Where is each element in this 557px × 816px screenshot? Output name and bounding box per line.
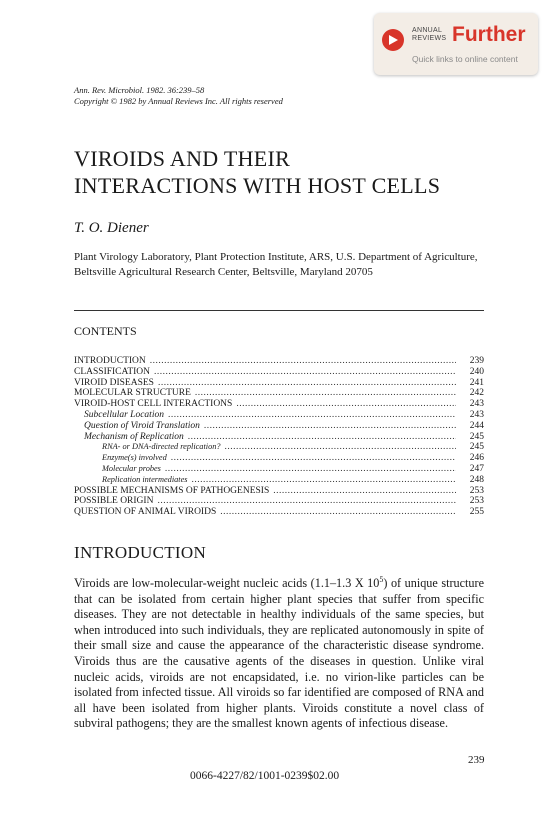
toc-entry[interactable] xyxy=(74,507,484,518)
toc-entry-label: Molecular probes xyxy=(102,463,161,473)
toc-entry-label: VIROID DISEASES xyxy=(74,377,154,388)
toc-entry-label: INTRODUCTION xyxy=(74,356,146,366)
toc-entry-label: VIROID-HOST CELL INTERACTIONS xyxy=(74,399,233,410)
toc-leader-dots xyxy=(158,378,456,389)
introduction-paragraph xyxy=(74,572,484,732)
toc-leader-dots xyxy=(225,442,456,453)
article-title xyxy=(74,145,440,199)
toc-entry[interactable] xyxy=(74,496,484,507)
toc-entry-page: 245 xyxy=(469,431,484,442)
annual-reviews-logo-icon xyxy=(382,29,404,51)
toc-entry[interactable] xyxy=(74,399,484,410)
toc-entry[interactable] xyxy=(74,486,484,497)
toc-entry-label: Question of Viroid Translation xyxy=(84,420,200,431)
toc-leader-dots xyxy=(168,410,456,421)
section-divider xyxy=(74,310,484,311)
toc-entry[interactable] xyxy=(74,388,484,399)
toc-entry[interactable] xyxy=(74,421,484,432)
journal-copyright: Copyright © 1982 by Annual Reviews Inc. All rights reserved xyxy=(74,96,283,106)
toc-entry[interactable] xyxy=(74,367,484,378)
toc-entry-page: 242 xyxy=(469,388,484,399)
table-of-contents xyxy=(74,356,484,518)
toc-leader-dots xyxy=(154,367,456,378)
toc-entry[interactable] xyxy=(74,453,484,464)
page-number: 239 xyxy=(468,754,485,766)
intro-superscript: 5 xyxy=(379,575,384,584)
journal-citation: Ann. Rev. Microbiol. 1982. 36:239–58 xyxy=(74,85,205,95)
toc-leader-dots xyxy=(195,388,456,399)
toc-entry-label: RNA- or DNA-directed replication? xyxy=(102,442,221,452)
toc-leader-dots xyxy=(192,475,457,486)
toc-entry[interactable] xyxy=(74,475,484,486)
toc-leader-dots xyxy=(220,507,456,518)
article-title-line-2: INTERACTIONS WITH HOST CELLS xyxy=(74,173,441,198)
toc-entry-page: 253 xyxy=(469,496,484,507)
toc-entry-page: 246 xyxy=(469,453,484,464)
intro-text-start: Viroids are low-molecular-weight nucleic acids (1.1–1.3 X 10 xyxy=(74,576,380,591)
toc-entry-page: 247 xyxy=(469,463,484,474)
toc-entry-page: 243 xyxy=(469,409,484,420)
toc-leader-dots xyxy=(171,453,456,464)
toc-entry-page: 248 xyxy=(469,474,484,485)
badge-further-text: Further xyxy=(452,23,526,46)
toc-entry[interactable] xyxy=(74,432,484,443)
toc-entry[interactable] xyxy=(74,378,484,389)
toc-entry-label: QUESTION OF ANIMAL VIROIDS xyxy=(74,507,217,518)
toc-entry-page: 239 xyxy=(469,356,484,366)
toc-entry-label: POSSIBLE MECHANISMS OF PATHOGENESIS xyxy=(74,485,270,496)
footer-code: 0066-4227/82/1001-0239$02.00 xyxy=(190,770,340,782)
toc-entry-label: Mechanism of Replication xyxy=(84,431,184,442)
toc-leader-dots xyxy=(165,464,456,475)
badge-annual-reviews-text: ANNUAL REVIEWS xyxy=(412,27,447,42)
article-title-line-1: VIROIDS AND THEIR xyxy=(74,146,291,171)
toc-entry-page: 241 xyxy=(469,377,484,388)
toc-entry-page: 243 xyxy=(469,399,484,410)
author-affiliation: Plant Virology Laboratory, Plant Protection Institute, ARS, U.S. Department of Agriculture, Beltsville Agricultural Research Center, Beltsville, Maryland 20705 xyxy=(74,251,478,278)
toc-entry-label: Subcellular Location xyxy=(84,409,164,420)
toc-entry-page: 255 xyxy=(469,507,484,518)
toc-entry-label: POSSIBLE ORIGIN xyxy=(74,496,154,507)
annual-reviews-further-badge[interactable] xyxy=(374,13,538,75)
toc-entry-page: 240 xyxy=(469,366,484,377)
toc-entry[interactable] xyxy=(74,442,484,453)
toc-entry-label: CLASSIFICATION xyxy=(74,366,151,377)
badge-subtitle: Quick links to online content xyxy=(412,54,518,64)
toc-leader-dots xyxy=(157,496,456,507)
toc-entry-label: MOLECULAR STRUCTURE xyxy=(74,388,191,399)
toc-leader-dots xyxy=(236,399,456,410)
contents-heading: CONTENTS xyxy=(74,324,137,338)
introduction-heading: INTRODUCTION xyxy=(74,543,207,562)
toc-leader-dots xyxy=(188,432,456,443)
toc-entry-page: 253 xyxy=(469,485,484,496)
article-author: T. O. Diener xyxy=(74,220,149,236)
toc-leader-dots xyxy=(204,421,456,432)
toc-entry[interactable] xyxy=(74,410,484,421)
toc-entry-label: Enzyme(s) involved xyxy=(102,453,167,463)
journal-citation-block xyxy=(74,85,283,107)
toc-entry[interactable] xyxy=(74,356,484,367)
toc-entry-page: 244 xyxy=(469,420,484,431)
toc-entry-label: Replication intermediates xyxy=(102,474,188,484)
toc-entry-page: 245 xyxy=(469,442,484,453)
toc-leader-dots xyxy=(273,486,456,497)
toc-leader-dots xyxy=(150,356,456,367)
intro-text-rest: ) of unique structure that can be isolated from certain higher plant species that suffer from specific diseases. They are not detectable in healthy individuals of the same species, but when introduced into such individuals, they are replicated autonomously in spite of their small size and cause the appearance of the characteristic disease syndrome. Viroids thus are the causative agents of the diseases in question. Unlike viral nucleic acids, viroids are not encapsidated, i.e. no virion-like particles can be isolated from infected tissue. All viroids so far identified are composed of RNA and all have been isolated from higher plants. Viroids constitute a novel class of subviral pathogens; they are the smallest known agents of infectious disease. xyxy=(74,576,484,731)
toc-entry[interactable] xyxy=(74,464,484,475)
